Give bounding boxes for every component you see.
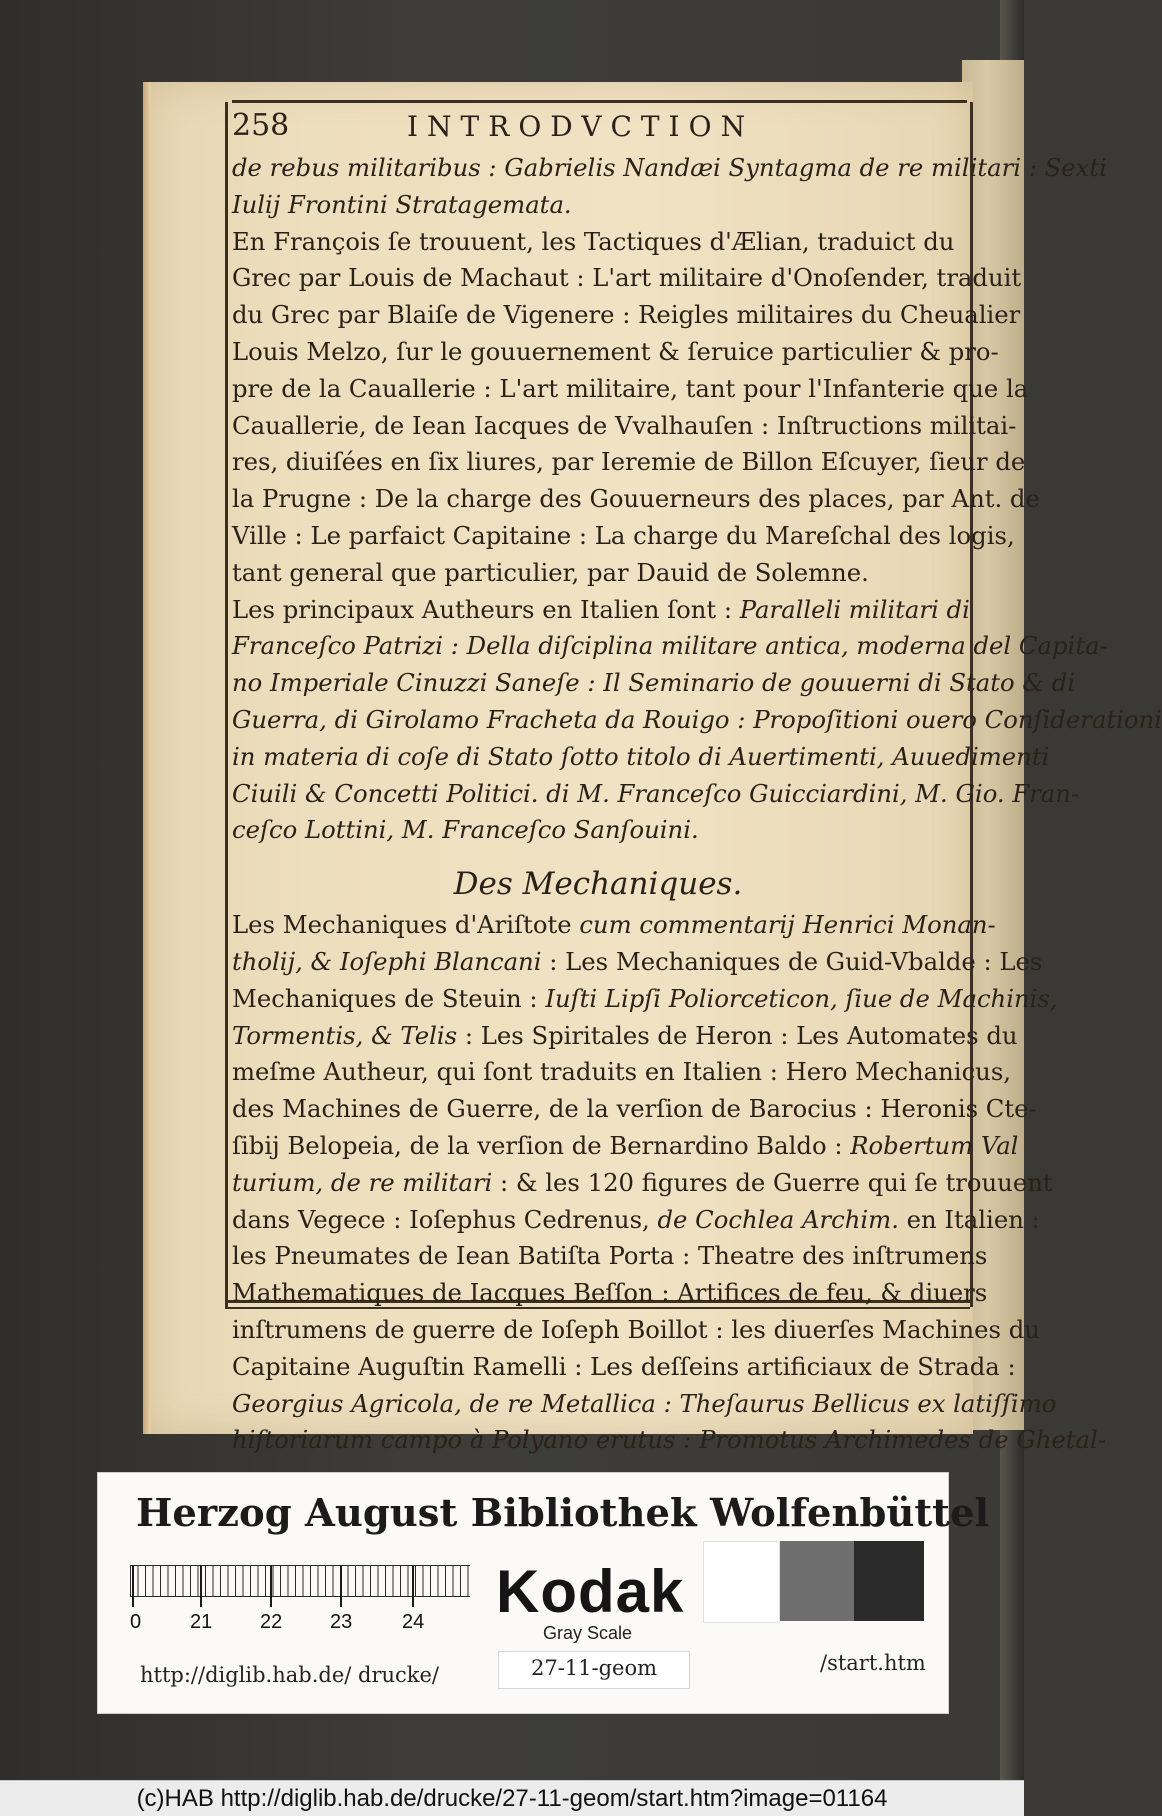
text-line [232, 260, 1022, 297]
roman-segment: en Italien : [898, 1204, 1040, 1234]
italic-segment: Iulij Frontini Stratagemata. [232, 189, 572, 219]
roman-segment: Ville : Le parfaict Capitaine : La charge du Mareſchal des logis, [232, 520, 1015, 550]
ruler-label: 0 [130, 1611, 142, 1633]
text-line [232, 1091, 1037, 1128]
section-paragraph [232, 907, 1106, 1459]
running-title: INTRODVCTION [407, 110, 755, 143]
text-line [232, 1128, 1019, 1165]
text-line [232, 812, 964, 849]
text-line [232, 1386, 1057, 1423]
italic-segment: de rebus militaribus : Gabrielis Nandæi Syntagma de re militari : Sexti [232, 153, 1107, 182]
text-line [232, 981, 1058, 1018]
library-label-card [97, 1472, 990, 1714]
roman-segment: inſtrumens de guerre de Ioſeph Boillot : les diuerſes Machines du [232, 1314, 1040, 1344]
measurement-ruler [130, 1565, 470, 1633]
url-prefix: http://diglib.hab.de/ drucke/ [140, 1663, 440, 1687]
roman-segment: Grec par Louis de Machaut : L'art militaire d'Onoſender, traduit [232, 263, 1022, 293]
ruler-major-tick [200, 1565, 202, 1607]
text-line [232, 739, 1050, 776]
text-line [232, 371, 1029, 408]
text-line [232, 1165, 1053, 1202]
text-line [232, 1054, 1012, 1091]
page-text [232, 150, 1162, 1459]
roman-segment: dans Vegece : Ioſephus Cedrenus, [232, 1204, 658, 1234]
text-line [232, 408, 1017, 445]
roman-segment: Les Mechaniques d'Ariſtote [232, 910, 580, 940]
ruler-label: 23 [330, 1611, 353, 1633]
text-line [232, 481, 1040, 518]
roman-segment: Capitaine Auguſtin Ramelli : Les deſſeins artificiaux de Strada : [232, 1351, 1016, 1381]
url-suffix: /start.htm [820, 1651, 926, 1675]
roman-segment: En François ſe trouuent, les Tactiques d'Ælian, traduict du [232, 226, 955, 256]
text-line [232, 1238, 988, 1275]
roman-segment: : Les Mechaniques de Guid-Vbalde : Les [541, 946, 1043, 976]
roman-segment: : & les 120 figures de Guerre qui ſe trouuent [492, 1167, 1053, 1197]
text-line [232, 555, 964, 592]
url-id: 27-11-geom [530, 1656, 658, 1680]
library-name: Herzog August Bibliothek Wolfenbüttel [136, 1491, 990, 1536]
text-line [232, 1422, 1106, 1459]
roman-segment: Mechaniques de Steuin : [232, 983, 546, 1013]
roman-segment: Mathematiques de Iacques Beſſon : Artifices de feu, & diuers [232, 1278, 988, 1308]
text-line [232, 187, 964, 224]
text-line [232, 702, 1162, 739]
text-line [232, 297, 1021, 334]
italic-segment: Tormentis, & Telis [232, 1020, 458, 1050]
text-line [232, 1275, 988, 1312]
italic-segment: Guerra, di Girolamo Fracheta da Rouigo : Propoſitioni ouero Conſiderationi [232, 704, 1162, 734]
gray-swatch-white [703, 1541, 780, 1623]
gray-scale-label: Gray Scale [543, 1623, 633, 1643]
text-line [232, 224, 964, 261]
text-line [232, 334, 999, 371]
url-id-box [498, 1651, 690, 1689]
text-line [232, 518, 1015, 555]
roman-segment: la Prugne : De la charge des Gouuerneurs des places, par Ant. de [232, 484, 1040, 514]
roman-segment: Louis Melzo, ſur le gouuernement & ſeruice particulier & pro- [232, 336, 999, 366]
body-paragraphs [232, 150, 1162, 849]
roman-segment: du Grec par Blaiſe de Vigenere : Reigles militaires du Cheualier [232, 300, 1021, 330]
roman-segment: Les principaux Autheurs en Italien ſont : [232, 594, 740, 624]
page-header [232, 108, 962, 150]
frame-rule-top [232, 100, 967, 103]
italic-segment: Georgius Agricola, de re Metallica : Theſaurus Bellicus ex latiſſimo [232, 1388, 1057, 1418]
ruler-major-tick [132, 1565, 134, 1607]
copyright-footer: (c)HAB http://diglib.hab.de/drucke/27-11-geom/start.htm?image=01164 [0, 1780, 1024, 1816]
italic-segment: cum commentarij Henrici Monan- [579, 910, 996, 940]
ruler-ticks [130, 1565, 470, 1597]
page-number: 258 [232, 108, 290, 143]
ruler-major-tick [412, 1565, 414, 1607]
text-line [232, 665, 1076, 702]
kodak-logo: Kodak [496, 1558, 685, 1625]
gray-swatch-dark [854, 1541, 924, 1621]
ruler-label: 24 [402, 1611, 425, 1633]
roman-segment: des Machines de Guerre, de la verſion de Barocius : Heronis Cte- [232, 1094, 1037, 1124]
italic-segment: no Imperiale Cinuzzi Saneſe : Il Seminario de gouuerni di Stato & di [232, 668, 1076, 698]
italic-segment: in materia di coſe di Stato ſotto titolo di Auertimenti, Auuedimenti [232, 741, 1050, 771]
italic-segment: Ciuili & Concetti Politici. di M. Franceſco Guicciardini, M. Gio. Fran- [232, 778, 1080, 808]
ruler-label: 22 [260, 1611, 283, 1633]
page-edge [143, 82, 151, 1434]
text-line [232, 944, 1043, 981]
gray-swatch-mid [780, 1541, 854, 1621]
text-line [232, 1349, 1016, 1386]
roman-segment: : Les Spiritales de Heron : Les Automates du [457, 1020, 1018, 1050]
italic-segment: Robertum Val [850, 1130, 1019, 1160]
italic-segment: turium, de re militari [232, 1167, 493, 1197]
italic-segment: de Cochlea Archim. [657, 1204, 899, 1234]
ruler-major-tick [340, 1565, 342, 1607]
roman-segment: tant general que particulier, par Dauid de Solemne. [232, 557, 869, 587]
text-line [232, 1018, 1018, 1055]
text-line [232, 444, 1026, 481]
italic-segment: tholij, & Ioſephi Blancani [232, 946, 542, 976]
ruler-major-tick [270, 1565, 272, 1607]
text-line [232, 628, 1108, 665]
italic-segment: Iuſti Lipſi Poliorceticon, ſiue de Machinis, [545, 983, 1058, 1013]
text-line [232, 776, 1080, 813]
section-heading: Des Mechaniques. [453, 866, 743, 903]
roman-segment: pre de la Cauallerie : L'art militaire, tant pour l'Infanterie que la [232, 373, 1029, 403]
italic-segment: Franceſco Patrizi : Della diſciplina militare antica, moderna del Capita- [232, 631, 1108, 661]
text-line [232, 592, 970, 629]
roman-segment: ſibij Belopeia, de la verſion de Bernardino Baldo : [232, 1130, 851, 1160]
italic-segment: ceſco Lottini, M. Franceſco Sanſouini. [232, 815, 699, 845]
italic-segment: hiſtoriarum campo à Polyano erutus : Promotus Archimedes de Ghetal- [232, 1425, 1106, 1455]
roman-segment: Cauallerie, de Iean Iacques de Vvalhauſen : Inſtructions militai- [232, 410, 1017, 440]
text-line [232, 1312, 1040, 1349]
italic-segment: Paralleli militari di [739, 594, 970, 624]
roman-segment: les Pneumates de Iean Batiſta Porta : Theatre des inſtrumens [232, 1241, 988, 1271]
text-line [232, 1202, 1040, 1239]
roman-segment: meſme Autheur, qui ſont traduits en Italien : Hero Mechanicus, [232, 1057, 1012, 1087]
roman-segment: res, diuiſées en ſix liures, par Ieremie de Billon Eſcuyer, ſieur de [232, 447, 1026, 477]
text-line [232, 150, 1107, 187]
text-line [232, 907, 996, 944]
ruler-label: 21 [190, 1611, 213, 1633]
